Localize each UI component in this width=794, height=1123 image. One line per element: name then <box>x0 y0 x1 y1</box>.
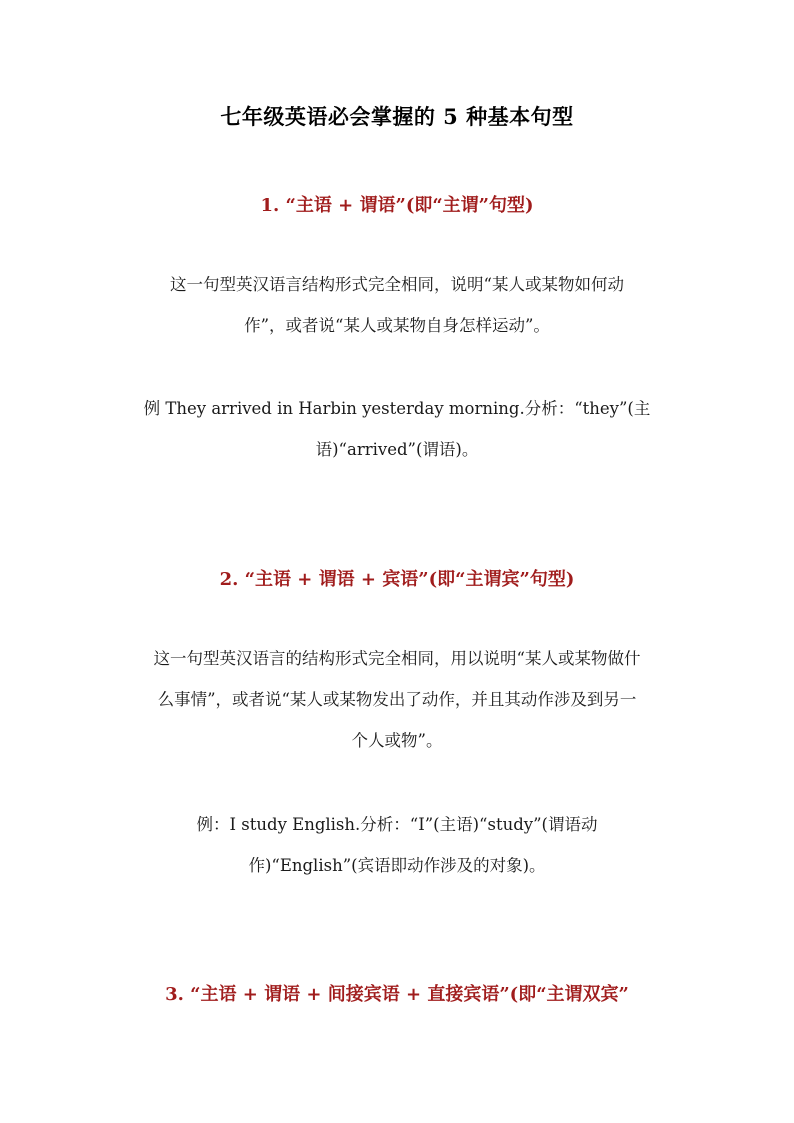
section-2-heading: 2. “主语 + 谓语 + 宾语”(即“主谓宾”句型) <box>219 569 575 590</box>
section-1-example <box>110 388 684 470</box>
section-1-heading: 1. “主语 + 谓语”(即“主谓”句型) <box>260 195 534 216</box>
section-1-description-line-1: 这一句型英汉语言结构形式完全相同，说明“某人或某物如何动 <box>170 275 624 294</box>
section-2-example-line-2: 作)“English”(宾语即动作涉及的对象)。 <box>248 856 546 875</box>
section-2-example <box>110 804 684 886</box>
section-2-description-line-1: 这一句型英汉语言的结构形式完全相同，用以说明“某人或某物做什 <box>153 649 641 668</box>
section-1-description <box>110 264 684 346</box>
section-1-description-line-2: 作”，或者说“某人或某物自身怎样运动”。 <box>244 316 550 335</box>
document-title: 七年级英语必会掌握的 5 种基本句型 <box>220 104 574 129</box>
section-2-description <box>110 638 684 761</box>
section-2-description-line-2: 么事情”，或者说“某人或某物发出了动作，并且其动作涉及到另一 <box>157 690 637 709</box>
section-2-example-line-1: 例：I study English.分析：“I”(主语)“study”(谓语动 <box>196 815 598 834</box>
section-1-example-line-1: 例 They arrived in Harbin yesterday morning.分析：“they”(主 <box>143 399 651 418</box>
section-2-description-line-3: 个人或物”。 <box>351 731 443 750</box>
section-3-heading: 3. “主语 + 谓语 + 间接宾语 + 直接宾语”(即“主谓双宾” <box>165 984 629 1005</box>
section-1-example-line-2: 语)“arrived”(谓语)。 <box>315 440 479 459</box>
